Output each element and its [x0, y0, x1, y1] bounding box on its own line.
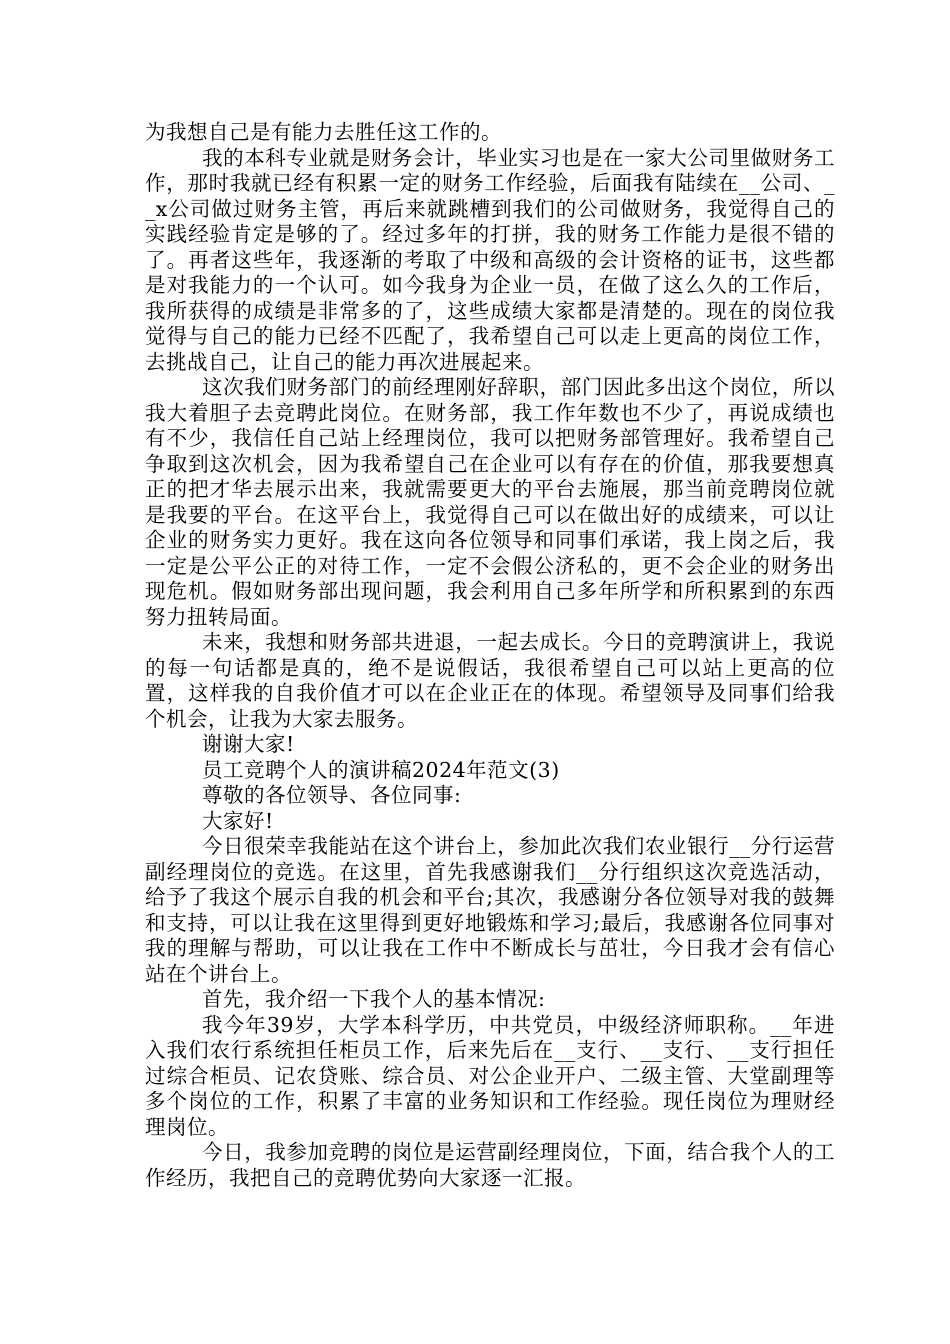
paragraph-9: 今日很荣幸我能站在这个讲台上，参加此次我们农业银行__分行运营副经理岗位的竞选。在这里，首先我感谢我们__分行组织这次竞选活动，给予了我这个展示自我的机会和平台;其次，我感谢分各位领导对我的鼓舞和支持，可以让我在这里得到更好地锻炼和学习;最后，我感谢各位同事对我的理解与帮助，可以让我在工作中不断成长与茁壮，今日我才会有信心站在个讲台上。 [145, 834, 835, 986]
thanks-line: 谢谢大家! [202, 732, 295, 756]
paragraph-11: 我今年39岁，大学本科学历，中共党员，中级经济师职称。__年进入我们农行系统担任柜员工作，后来先后在__支行、__支行、__支行担任过综合柜员、记农贷账、综合员、对公企业开户、二级主管、大堂副理等多个岗位的工作，积累了丰富的业务知识和工作经验。现任岗位为理财经理岗位。 [145, 1012, 835, 1139]
paragraph-1: 为我想自己是有能力去胜任这工作的。 [145, 120, 502, 144]
paragraph-10: 首先，我介绍一下我个人的基本情况: [202, 987, 546, 1011]
greeting: 大家好! [202, 808, 274, 833]
paragraph-4: 未来，我想和财务部共进退，一起去成长。今日的竞聘演讲上，我说的每一句话都是真的，绝不是说假话，我很希望自己可以站上更高的位置，这样我的自我价值才可以在企业正在的体现。希望领导及同事们给我个机会，让我为大家去服务。 [145, 630, 835, 731]
document-body [145, 120, 835, 1191]
section-title: 员工竞聘个人的演讲稿2024年范文(3) [202, 757, 560, 782]
paragraph-12: 今日，我参加竞聘的岗位是运营副经理岗位，下面，结合我个人的工作经历，我把自己的竞聘优势向大家逐一汇报。 [145, 1140, 835, 1190]
paragraph-3: 这次我们财务部门的前经理刚好辞职，部门因此多出这个岗位，所以我大着胆子去竞聘此岗位。在财务部，我工作年数也不少了，再说成绩也有不少，我信任自己站上经理岗位，我可以把财务部管理好。我希望自己争取到这次机会，因为我希望自己在企业可以有存在的价值，那我要想真正的把才华去展示出来，我就需要更大的平台去施展，那当前竞聘岗位就是我要的平台。在这平台上，我觉得自己可以在做出好的成绩来，可以让企业的财务实力更好。我在这向各位领导和同事们承诺，我上岗之后，我一定是公平公正的对待工作，一定不会假公济私的，更不会企业的财务出现危机。假如财务部出现问题，我会利用自己多年所学和所积累到的东西努力扭转局面。 [145, 375, 835, 629]
paragraph-2: 我的本科专业就是财务会计，毕业实习也是在一家大公司里做财务工作，那时我就已经有积累一定的财务工作经验，后面我有陆续在__公司、__x公司做过财务主管，再后来就跳槽到我们的公司做财务，我觉得自己的实践经验肯定是够的了。经过多年的打拼，我的财务工作能力是很不错的了。再者这些年，我逐渐的考取了中级和高级的会计资格的证书，这些都是对我能力的一个认可。如今我身为企业一员，在做了这么久的工作后，我所获得的成绩是非常多的了，这些成绩大家都是清楚的。现在的岗位我觉得与自己的能力已经不匹配了，我希望自己可以走上更高的岗位工作，去挑战自己，让自己的能力再次进展起来。 [145, 145, 835, 374]
salutation: 尊敬的各位领导、各位同事: [202, 783, 462, 807]
